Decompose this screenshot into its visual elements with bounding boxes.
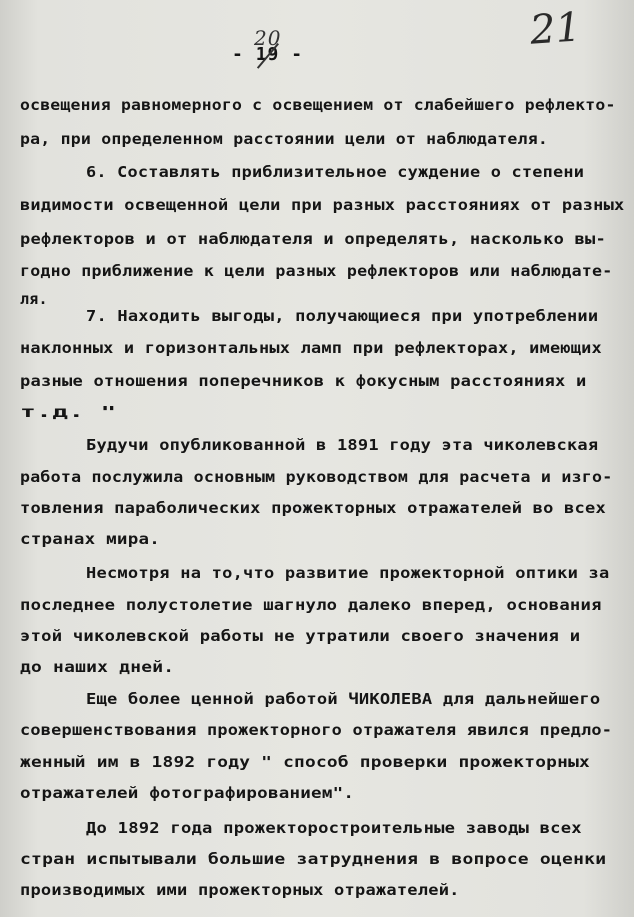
text-line: странах мира.	[20, 530, 160, 548]
text-line: рефлекторов и от наблюдателя и определять, насколько вы-	[20, 230, 606, 248]
text-line: освещения равномерного с освещением от слабейшего рефлекто-	[20, 96, 616, 114]
text-line: годно приближение к цели разных рефлекторов или наблюдате-	[20, 262, 613, 280]
text-line: разные отношения поперечников к фокусным расстояниях и	[20, 372, 587, 390]
page-number-handwritten: 20	[254, 26, 282, 50]
dash-right: -	[291, 44, 304, 65]
text-line: ля.	[20, 290, 48, 308]
text-line: последнее полустолетие шагнуло далеко вперед, основания	[20, 596, 602, 614]
text-line: видимости освещенной цели при разных расстояниях от разных	[20, 196, 625, 214]
text-line: Несмотря на то,что развитие прожекторной оптики за	[86, 564, 610, 582]
text-line: Будучи опубликованной в 1891 году эта чиколевская	[86, 436, 599, 454]
text-line: до наших дней.	[20, 658, 175, 676]
text-line: ра, при определенном расстоянии цели от наблюдателя.	[20, 130, 548, 148]
text-line: женный им в 1892 году " способ проверки прожекторных	[20, 753, 590, 771]
archive-page-number: 21	[528, 4, 583, 54]
dash-left: -	[232, 44, 244, 65]
text-line: Еще более ценной работой ЧИКОЛЕВА для дальнейшего	[86, 690, 601, 708]
text-line: совершенствования прожекторного отражателя явился предло-	[20, 721, 613, 739]
page-number-struck: 19	[255, 44, 280, 65]
text-line: этой чиколевской работы не утратили своего значения и	[20, 627, 581, 645]
text-line: товления параболических прожекторных отражателей во всех	[20, 499, 606, 517]
page-number	[232, 26, 304, 65]
text-line: т.д. "	[20, 403, 117, 421]
text-line: 7. Находить выгоды, получающиеся при употреблении	[86, 307, 599, 325]
text-line: 6. Составлять приблизительное суждение о степени	[86, 163, 585, 181]
text-line: До 1892 года прожекторостроительные заводы всех	[86, 819, 582, 837]
text-line: отражателей фотографированием".	[20, 784, 355, 802]
text-line: работа послужила основным руководством для расчета и изго-	[20, 468, 613, 486]
text-line: производимых ими прожекторных отражателей.	[20, 881, 460, 899]
text-line: наклонных и горизонтальных ламп при рефлекторах, имеющих	[20, 339, 602, 357]
text-line: стран испытывали большие затруднения в вопросе оценки	[20, 850, 607, 868]
